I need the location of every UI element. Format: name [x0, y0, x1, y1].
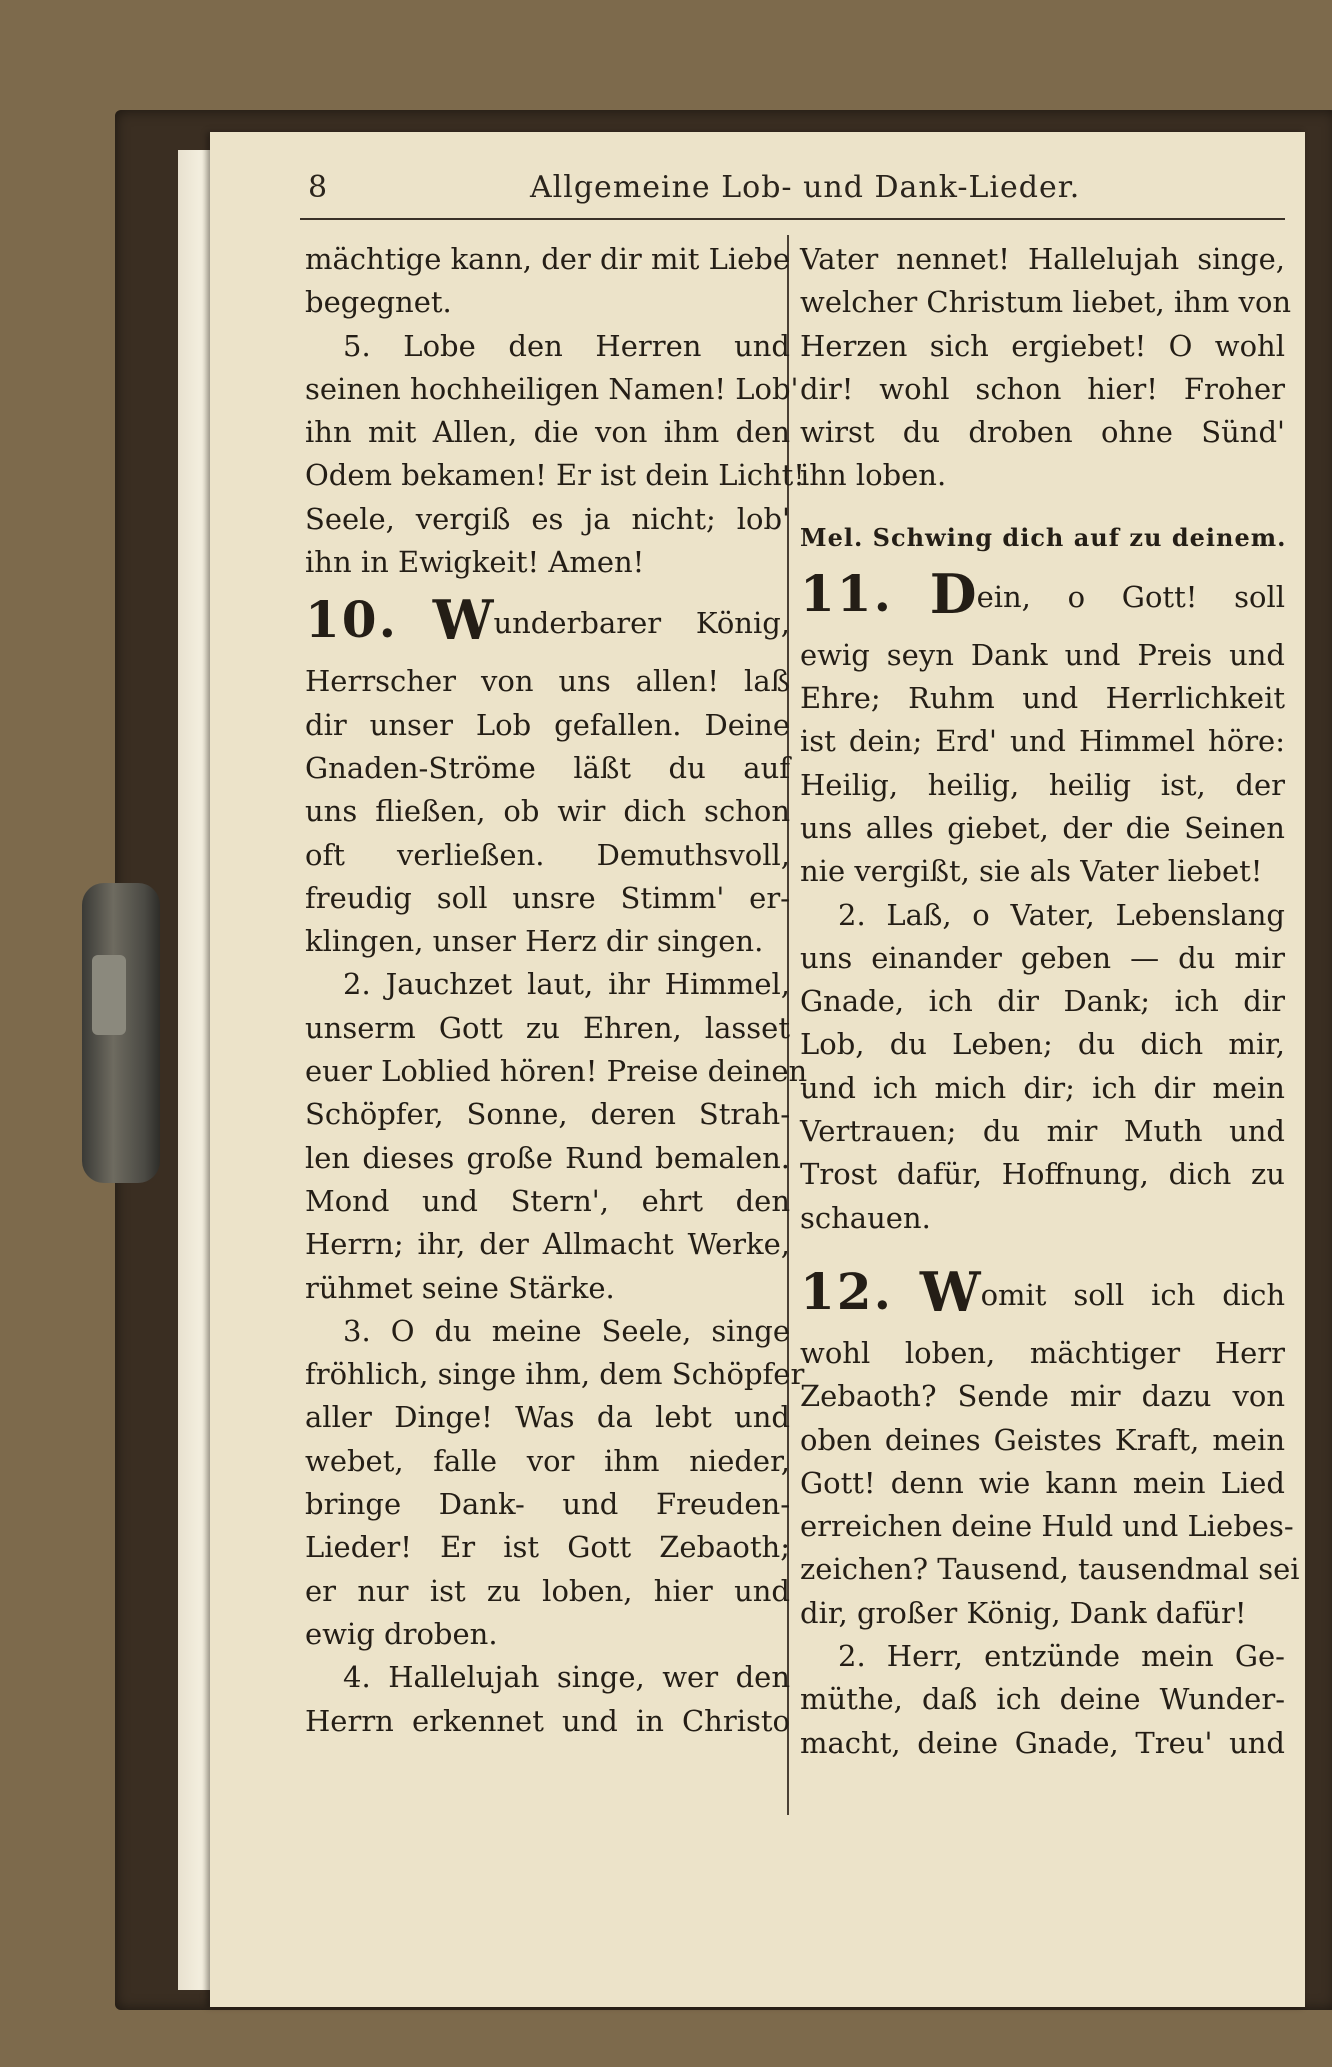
verse-start: 4. Hallelujah singe, wer den: [343, 1660, 790, 1695]
text-line: macht, deine Gnade, Treu' und: [800, 1725, 1285, 1760]
text-line: erreichen deine Huld und Liebes-: [800, 1509, 1294, 1544]
text-line: dir! wohl schon hier! Froher: [800, 371, 1285, 406]
verse-start: 3. O du meine Seele, singe: [343, 1313, 790, 1348]
drop-initial: W: [432, 588, 494, 653]
hymn-number: 11.: [800, 563, 893, 623]
text-line: Herrn; ihr, der Allmacht Werke,: [305, 1227, 790, 1262]
text-line: wohl loben, mächtiger Herr: [800, 1335, 1285, 1370]
hymn-10-heading: [305, 588, 791, 660]
verse-start: 2. Jauchzet laut, ihr Himmel,: [343, 967, 790, 1002]
hymn-number: 10.: [305, 590, 398, 650]
text-line: ihn mit Allen, die von ihm den: [305, 415, 790, 450]
text-line: er nur ist zu loben, hier und: [305, 1573, 790, 1608]
text-line: aller Dinge! Was da lebt und: [305, 1400, 790, 1435]
text-line: bringe Dank- und Freuden-: [305, 1487, 790, 1522]
hymn-11-heading: [800, 561, 1285, 634]
text-line: ewig seyn Dank und Preis und: [800, 637, 1285, 672]
text-line: len dieses große Rund bemalen.: [305, 1140, 790, 1175]
text-line: Gnaden-Ströme läßt du auf: [305, 750, 790, 785]
text-line: Lob, du Leben; du dich mir,: [800, 1027, 1285, 1062]
text-line: rühmet seine Stärke.: [305, 1270, 615, 1305]
left-column: [305, 238, 808, 1743]
text-line: müthe, daß ich deine Wunder-: [800, 1682, 1285, 1717]
first-line-text: omit soll ich dich: [980, 1277, 1285, 1312]
first-line-text: ein, o Gott! soll: [976, 579, 1285, 614]
melody-note: Mel. Schwing dich auf zu deinem.: [800, 522, 1287, 552]
text-line: euer Loblied hören! Preise deinen: [305, 1054, 808, 1089]
text-line: nie vergißt, sie als Vater liebet!: [800, 854, 1263, 889]
text-line: Vater nennet! Hallelujah singe,: [800, 242, 1285, 276]
text-line: Seele, vergiß es ja nicht; lob': [305, 501, 790, 536]
text-line: unserm Gott zu Ehren, lasset: [305, 1010, 790, 1045]
text-line: und ich mich dir; ich dir mein: [800, 1070, 1285, 1105]
text-line: begegnet.: [305, 285, 452, 320]
text-line: uns einander geben — du mir: [800, 940, 1285, 975]
page-number: 8: [308, 170, 328, 205]
first-line-text: underbarer König,: [493, 606, 791, 641]
text-line: schauen.: [800, 1200, 931, 1235]
text-line: oft verließen. Demuthsvoll,: [305, 837, 790, 872]
text-line: Zebaoth? Sende mir dazu von: [800, 1379, 1285, 1414]
text-line: Herrn erkennet und in Christo: [305, 1703, 790, 1738]
page-header: [300, 168, 1285, 220]
text-line: zeichen? Tausend, tausendmal sei: [800, 1552, 1300, 1587]
verse-start: 5. Lobe den Herren und: [343, 328, 790, 363]
text-line: Gnade, ich dir Dank; ich dir: [800, 984, 1285, 1019]
text-line: ihn loben.: [800, 458, 947, 493]
text-line: Trost dafür, Hoffnung, dich zu: [800, 1157, 1285, 1192]
text-line: fröhlich, singe ihm, dem Schöpfer: [305, 1357, 805, 1392]
text-line: Ehre; Ruhm und Herrlichkeit: [800, 681, 1285, 716]
text-line: webet, falle vor ihm nieder,: [305, 1443, 790, 1478]
text-line: Heilig, heilig, heilig ist, der: [800, 767, 1285, 802]
text-line: welcher Christum liebet, ihm von: [800, 285, 1292, 320]
text-line: Lieder! Er ist Gott Zebaoth;: [305, 1530, 790, 1565]
text-line: mächtige kann, der dir mit Liebe: [305, 242, 791, 276]
clasp-pin: [92, 955, 126, 1035]
drop-initial: D: [929, 561, 977, 626]
text-line: uns fließen, ob wir dich schon: [305, 794, 790, 829]
text-line: oben deines Geistes Kraft, mein: [800, 1422, 1285, 1457]
text-line: dir, großer König, Dank dafür!: [800, 1595, 1247, 1630]
verse-start: 2. Laß, o Vater, Lebenslang: [838, 897, 1285, 932]
text-line: Vertrauen; du mir Muth und: [800, 1114, 1285, 1149]
text-line: wirst du droben ohne Sünd': [800, 415, 1285, 450]
hymn-number: 12.: [800, 1261, 893, 1321]
text-line: ist dein; Erd' und Himmel höre:: [800, 724, 1285, 759]
right-column: [800, 238, 1300, 1765]
text-line: klingen, unser Herz dir singen.: [305, 924, 764, 959]
text-line: Herrscher von uns allen! laß: [305, 664, 790, 699]
text-line: Odem bekamen! Er ist dein Licht!: [305, 458, 805, 493]
text-line: ewig droben.: [305, 1616, 498, 1651]
text-line: Schöpfer, Sonne, deren Strah-: [305, 1097, 790, 1132]
text-line: Mond und Stern', ehrt den: [305, 1183, 790, 1218]
hymn-12-heading: [800, 1259, 1285, 1332]
text-line: Herzen sich ergiebet! O wohl: [800, 328, 1285, 363]
text-line: Gott! denn wie kann mein Lied: [800, 1465, 1285, 1500]
text-line: ihn in Ewigkeit! Amen!: [305, 545, 645, 580]
text-line: freudig soll unsre Stimm' er-: [305, 880, 790, 915]
drop-initial: W: [919, 1259, 981, 1324]
running-title: Allgemeine Lob- und Dank-Lieder.: [530, 170, 1081, 205]
text-line: dir unser Lob gefallen. Deine: [305, 707, 790, 742]
verse-start: 2. Herr, entzünde mein Ge-: [838, 1639, 1285, 1674]
text-line: uns alles giebet, der die Seinen: [800, 810, 1285, 845]
text-line: seinen hochheiligen Namen! Lob': [305, 371, 799, 406]
